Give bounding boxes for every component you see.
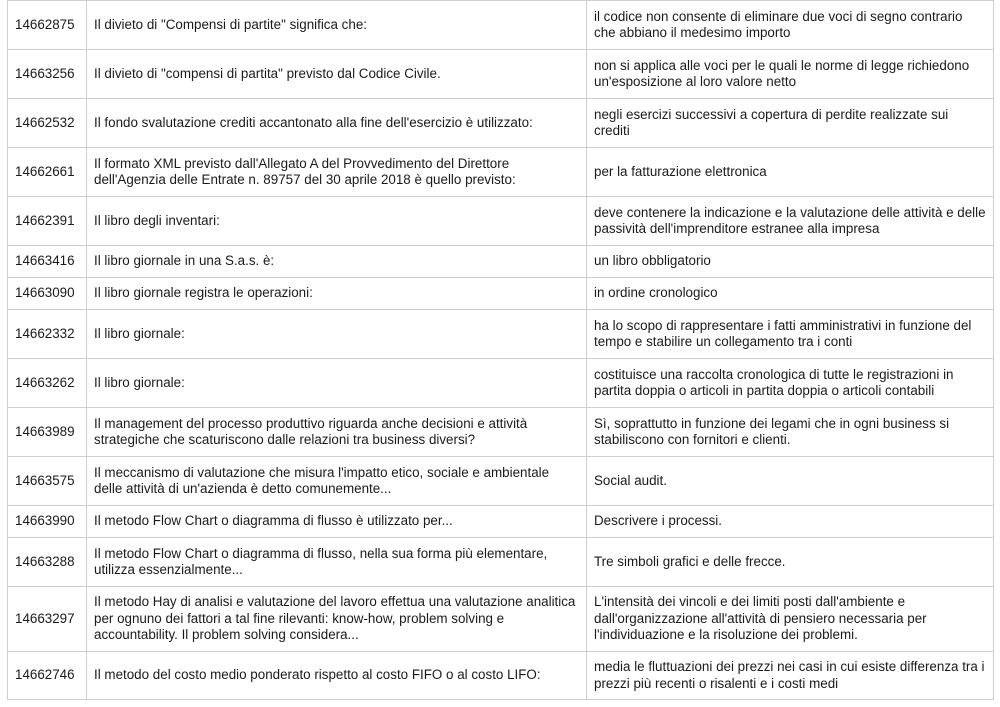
question-cell: Il divieto di "compensi di partita" previsto dal Codice Civile.: [87, 50, 587, 99]
answer-cell: negli esercizi successivi a copertura di perdite realizzate sui crediti: [587, 99, 994, 148]
question-cell: Il metodo Hay di analisi e valutazione del lavoro effettua una valutazione analitica per ognuno dei fattori a tal fine rilevanti: know-how, problem solving e accountability. Il problem solving considera...: [87, 587, 587, 652]
answer-cell: in ordine cronologico: [587, 278, 994, 310]
question-id-cell: 14662875: [8, 1, 87, 50]
question-cell: Il formato XML previsto dall'Allegato A del Provvedimento del Direttore dell'Agenzia delle Entrate n. 89757 del 30 aprile 2018 è quello previsto:: [87, 148, 587, 197]
question-cell: Il fondo svalutazione crediti accantonato alla fine dell'esercizio è utilizzato:: [87, 99, 587, 148]
answer-cell: Sì, soprattutto in funzione dei legami che in ogni business si stabiliscono con fornitori e clienti.: [587, 408, 994, 457]
table-row: [8, 246, 994, 278]
question-id-cell: 14662661: [8, 148, 87, 197]
table-row: [8, 408, 994, 457]
answer-cell: il codice non consente di eliminare due voci di segno contrario che abbiano il medesimo importo: [587, 1, 994, 50]
question-id-cell: 14662332: [8, 310, 87, 359]
table-row: [8, 99, 994, 148]
question-cell: Il libro giornale:: [87, 359, 587, 408]
question-cell: Il metodo del costo medio ponderato rispetto al costo FIFO o al costo LIFO:: [87, 652, 587, 700]
question-cell: Il libro giornale registra le operazioni:: [87, 278, 587, 310]
table-row: [8, 538, 994, 587]
question-id-cell: 14662746: [8, 652, 87, 700]
question-cell: Il libro giornale:: [87, 310, 587, 359]
question-cell: Il management del processo produttivo riguarda anche decisioni e attività strategiche che scaturiscono dalle relazioni tra business diversi?: [87, 408, 587, 457]
table-row: [8, 278, 994, 310]
answer-cell: L'intensità dei vincoli e dei limiti posti dall'ambiente e dall'organizzazione all'attività di pensiero necessaria per l'individuazione e la risoluzione dei problemi.: [587, 587, 994, 652]
question-id-cell: 14663575: [8, 457, 87, 506]
answer-cell: Descrivere i processi.: [587, 506, 994, 538]
question-cell: Il meccanismo di valutazione che misura l'impatto etico, sociale e ambientale delle attività di un'azienda è detto comunemente...: [87, 457, 587, 506]
question-id-cell: 14663990: [8, 506, 87, 538]
question-cell: Il divieto di "Compensi di partite" significa che:: [87, 1, 587, 50]
qa-table: [7, 0, 994, 700]
answer-cell: ha lo scopo di rappresentare i fatti amministrativi in funzione del tempo e stabilire un collegamento tra i conti: [587, 310, 994, 359]
answer-cell: deve contenere la indicazione e la valutazione delle attività e delle passività dell'imprenditore estranee alla impresa: [587, 197, 994, 246]
answer-cell: non si applica alle voci per le quali le norme di legge richiedono un'esposizione al loro valore netto: [587, 50, 994, 99]
question-id-cell: 14662391: [8, 197, 87, 246]
table-row: [8, 310, 994, 359]
table-row: [8, 457, 994, 506]
table-row: [8, 148, 994, 197]
answer-cell: costituisce una raccolta cronologica di tutte le registrazioni in partita doppia o articoli in partita doppia o articoli contabili: [587, 359, 994, 408]
question-id-cell: 14663297: [8, 587, 87, 652]
table-row: [8, 506, 994, 538]
question-id-cell: 14663256: [8, 50, 87, 99]
answer-cell: Social audit.: [587, 457, 994, 506]
question-cell: Il libro degli inventari:: [87, 197, 587, 246]
question-id-cell: 14663090: [8, 278, 87, 310]
question-id-cell: 14663288: [8, 538, 87, 587]
question-id-cell: 14663989: [8, 408, 87, 457]
question-id-cell: 14663416: [8, 246, 87, 278]
question-cell: Il libro giornale in una S.a.s. è:: [87, 246, 587, 278]
question-cell: Il metodo Flow Chart o diagramma di flusso è utilizzato per...: [87, 506, 587, 538]
table-row: [8, 652, 994, 700]
question-id-cell: 14662532: [8, 99, 87, 148]
question-cell: Il metodo Flow Chart o diagramma di flusso, nella sua forma più elementare, utilizza essenzialmente...: [87, 538, 587, 587]
answer-cell: media le fluttuazioni dei prezzi nei casi in cui esiste differenza tra i prezzi più recenti o risalenti e i costi medi: [587, 652, 994, 700]
table-row: [8, 587, 994, 652]
answer-cell: Tre simboli grafici e delle frecce.: [587, 538, 994, 587]
question-id-cell: 14663262: [8, 359, 87, 408]
answer-cell: un libro obbligatorio: [587, 246, 994, 278]
table-row: [8, 197, 994, 246]
answer-cell: per la fatturazione elettronica: [587, 148, 994, 197]
table-row: [8, 50, 994, 99]
table-row: [8, 1, 994, 50]
table-row: [8, 359, 994, 408]
